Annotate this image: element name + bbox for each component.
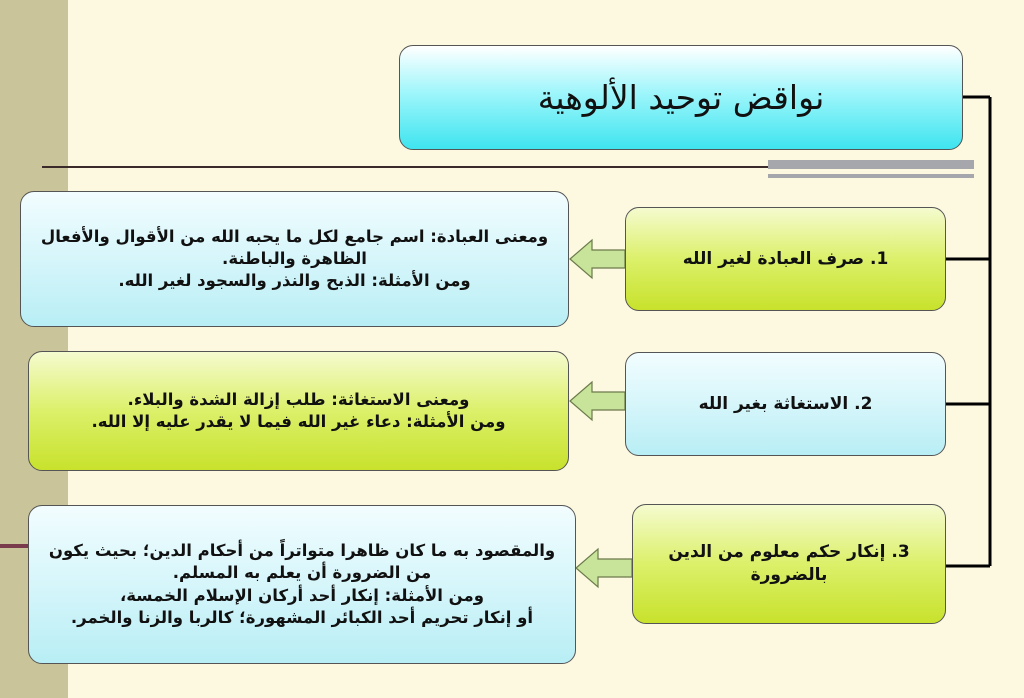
- description-box-1: [20, 191, 569, 327]
- category-box-2: [625, 352, 946, 456]
- category-label-3: 3. إنكار حكم معلوم من الدين بالضرورة: [668, 542, 910, 585]
- description-text-1: ومعنى العبادة: اسم جامع لكل ما يحبه الله من الأقوال والأفعال الظاهرة والباطنة. ومن الأمثلة: الذبح والنذر والسجود لغير الله.: [40, 226, 549, 291]
- arrow-left-icon: [570, 240, 625, 278]
- diagram-title: نواقض توحيد الألوهية: [537, 78, 825, 117]
- category-box-3: [632, 504, 946, 624]
- description-text-2: ومعنى الاستغاثة: طلب إزالة الشدة والبلاء. ومن الأمثلة: دعاء غير الله فيما لا يقدر عليه إلا الله.: [91, 389, 506, 431]
- category-label-2: 2. الاستغاثة بغير الله: [698, 393, 873, 414]
- description-box-3: [28, 505, 576, 664]
- description-box-2: [28, 351, 569, 471]
- arrow-left-icon: [576, 549, 632, 587]
- arrow-left-icon: [570, 382, 625, 420]
- diagram-title-box: [399, 45, 963, 150]
- description-text-3: والمقصود به ما كان ظاهرا متواتراً من أحكام الدين؛ بحيث يكون من الضرورة أن يعلم به المسلم. ومن الأمثلة: إنكار أحد أركان الإسلام الخمسة، أو إنكار تحريم أحد الكبائر المشهورة؛ كالربا والزنا والخمر.: [48, 540, 556, 627]
- category-box-1: [625, 207, 946, 311]
- category-label-1: 1. صرف العبادة لغير الله: [682, 248, 889, 269]
